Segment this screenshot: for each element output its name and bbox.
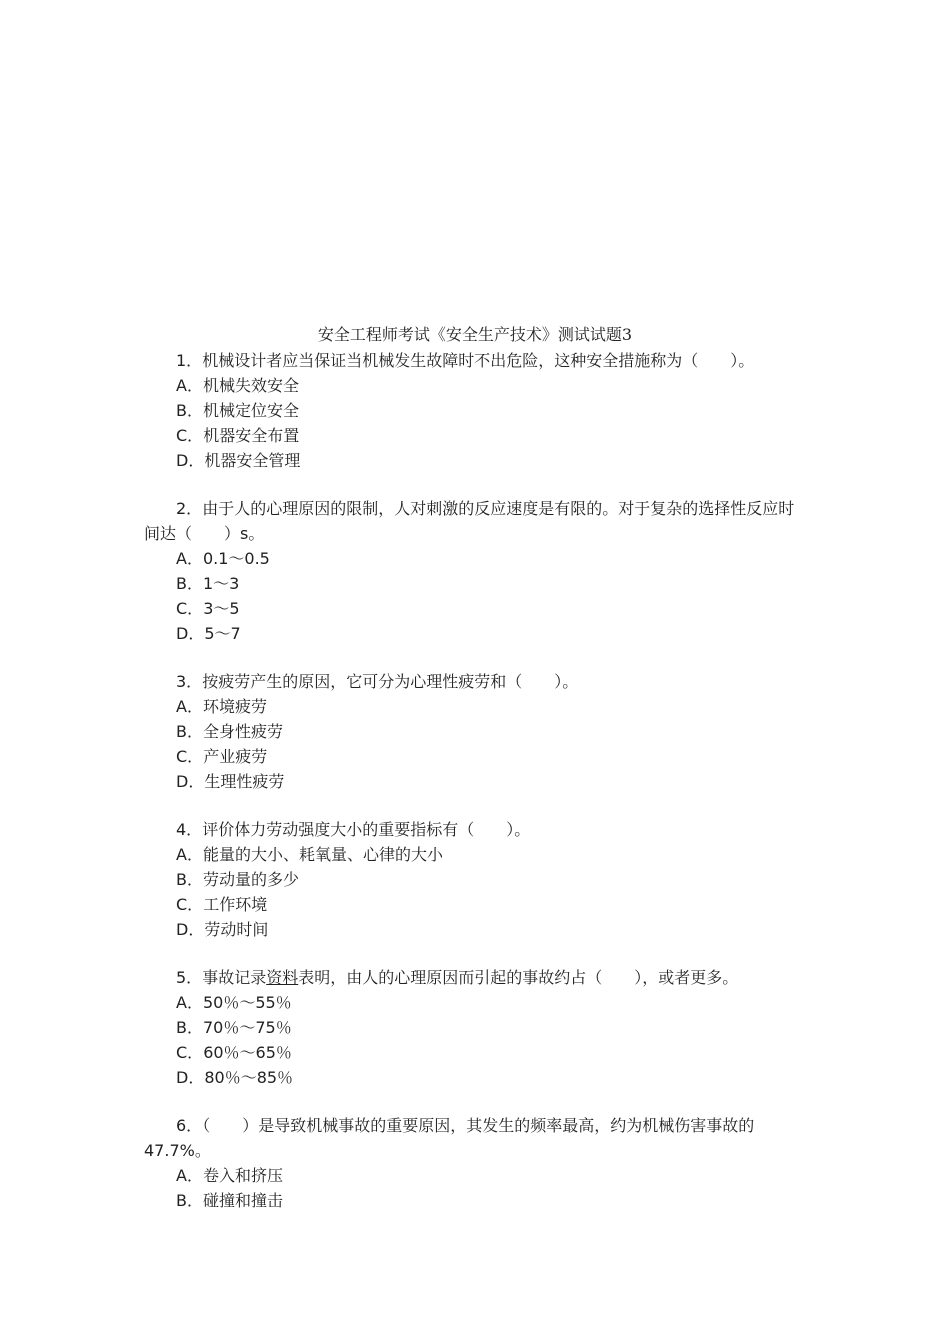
- question-stem: [144, 965, 804, 990]
- option-d: [144, 1065, 804, 1090]
- question-list: [144, 348, 804, 1236]
- option-text: 生理性疲劳: [204, 772, 285, 791]
- question-4: [144, 817, 804, 942]
- option-text: 工作环境: [203, 895, 268, 914]
- option-letter: D．: [176, 1068, 205, 1087]
- option-letter: D．: [176, 451, 205, 470]
- option-letter: C．: [176, 747, 204, 766]
- option-d: [144, 769, 804, 794]
- question-number: 6．: [176, 1116, 203, 1135]
- question-text: 评价体力劳动强度大小的重要指标有（ ）。: [202, 820, 531, 839]
- option-a: [144, 546, 804, 571]
- question-text: （ ）是导致机械事故的重要原因，其发生的频率最高，约为机械伤害事故的: [202, 1116, 755, 1135]
- option-a: [144, 694, 804, 719]
- option-text: 5～7: [204, 624, 241, 643]
- option-d: [144, 917, 804, 942]
- option-b: [144, 398, 804, 423]
- question-stem: [144, 669, 804, 694]
- option-c: [144, 596, 804, 621]
- option-a: [144, 842, 804, 867]
- option-text: 机器安全管理: [204, 451, 301, 470]
- question-number: 5．: [176, 968, 203, 987]
- option-b: [144, 719, 804, 744]
- option-text: 能量的大小、耗氧量、心律的大小: [202, 845, 443, 864]
- option-letter: C．: [176, 599, 204, 618]
- option-text: 碰撞和撞击: [202, 1191, 283, 1210]
- page-title: 安全工程师考试《安全生产技术》测试试题3: [317, 325, 633, 344]
- option-text: 80％～85％: [204, 1068, 294, 1087]
- question-text: 表明，由人的心理原因而引起的事故约占（ ），或者更多。: [298, 968, 739, 987]
- option-text: 卷入和挤压: [202, 1166, 283, 1185]
- question-5: [144, 965, 804, 1090]
- option-letter: B．: [176, 870, 203, 889]
- question-text: 机械设计者应当保证当机械发生故障时不出危险，这种安全措施称为（ ）。: [202, 351, 755, 370]
- option-letter: D．: [176, 624, 205, 643]
- option-text: 环境疲劳: [202, 697, 267, 716]
- option-letter: B．: [176, 722, 203, 741]
- question-stem: [144, 817, 804, 842]
- option-letter: A．: [176, 845, 203, 864]
- option-text: 1～3: [202, 574, 240, 593]
- option-letter: D．: [176, 920, 205, 939]
- option-text: 60％～65％: [203, 1043, 292, 1062]
- option-c: [144, 423, 804, 448]
- option-text: 劳动量的多少: [202, 870, 299, 889]
- question-2: [144, 496, 804, 646]
- option-letter: A．: [176, 1166, 203, 1185]
- question-number: 3．: [176, 672, 203, 691]
- option-a: [144, 1163, 804, 1188]
- option-b: [144, 1188, 804, 1213]
- option-b: [144, 1015, 804, 1040]
- option-text: 50％～55％: [202, 993, 292, 1012]
- option-c: [144, 1040, 804, 1065]
- resource-link[interactable]: 资料: [266, 968, 299, 987]
- option-text: 机器安全布置: [203, 426, 300, 445]
- option-letter: C．: [176, 1043, 204, 1062]
- option-d: [144, 621, 804, 646]
- option-letter: C．: [176, 895, 204, 914]
- question-stem: [144, 496, 804, 546]
- option-letter: B．: [176, 1191, 203, 1210]
- option-text: 0.1～0.5: [202, 549, 270, 568]
- option-letter: C．: [176, 426, 204, 445]
- option-text: 机械定位安全: [202, 401, 299, 420]
- option-text: 70％～75％: [202, 1018, 292, 1037]
- question-text: 由于人的心理原因的限制，人对刺激的反应速度是有限的。对于复杂的选择性反应时间达（ ）: [144, 499, 795, 543]
- option-a: [144, 990, 804, 1015]
- question-stem: [144, 1113, 804, 1163]
- option-text: 机械失效安全: [202, 376, 299, 395]
- option-text: 全身性疲劳: [202, 722, 283, 741]
- option-letter: A．: [176, 697, 203, 716]
- question-6: [144, 1113, 804, 1213]
- option-b: [144, 867, 804, 892]
- option-b: [144, 571, 804, 596]
- question-number: 4．: [176, 820, 203, 839]
- option-a: [144, 373, 804, 398]
- question-number: 2．: [176, 499, 203, 518]
- question-text: 。: [194, 1141, 211, 1160]
- option-letter: B．: [176, 1018, 203, 1037]
- option-letter: B．: [176, 574, 203, 593]
- question-3: [144, 669, 804, 794]
- question-unit: s。: [240, 524, 265, 543]
- question-1: [144, 348, 804, 473]
- option-letter: D．: [176, 772, 205, 791]
- option-letter: B．: [176, 401, 203, 420]
- option-text: 3～5: [203, 599, 240, 618]
- question-stem: [144, 348, 804, 373]
- question-text: 事故记录: [202, 968, 267, 987]
- option-c: [144, 892, 804, 917]
- question-percent: 47.7%: [144, 1141, 195, 1160]
- option-letter: A．: [176, 993, 203, 1012]
- option-letter: A．: [176, 376, 203, 395]
- option-text: 产业疲劳: [203, 747, 268, 766]
- option-text: 劳动时间: [204, 920, 269, 939]
- question-text: 按疲劳产生的原因，它可分为心理性疲劳和（ ）。: [202, 672, 579, 691]
- option-letter: A．: [176, 549, 203, 568]
- option-c: [144, 744, 804, 769]
- question-number: 1．: [176, 351, 203, 370]
- option-d: [144, 448, 804, 473]
